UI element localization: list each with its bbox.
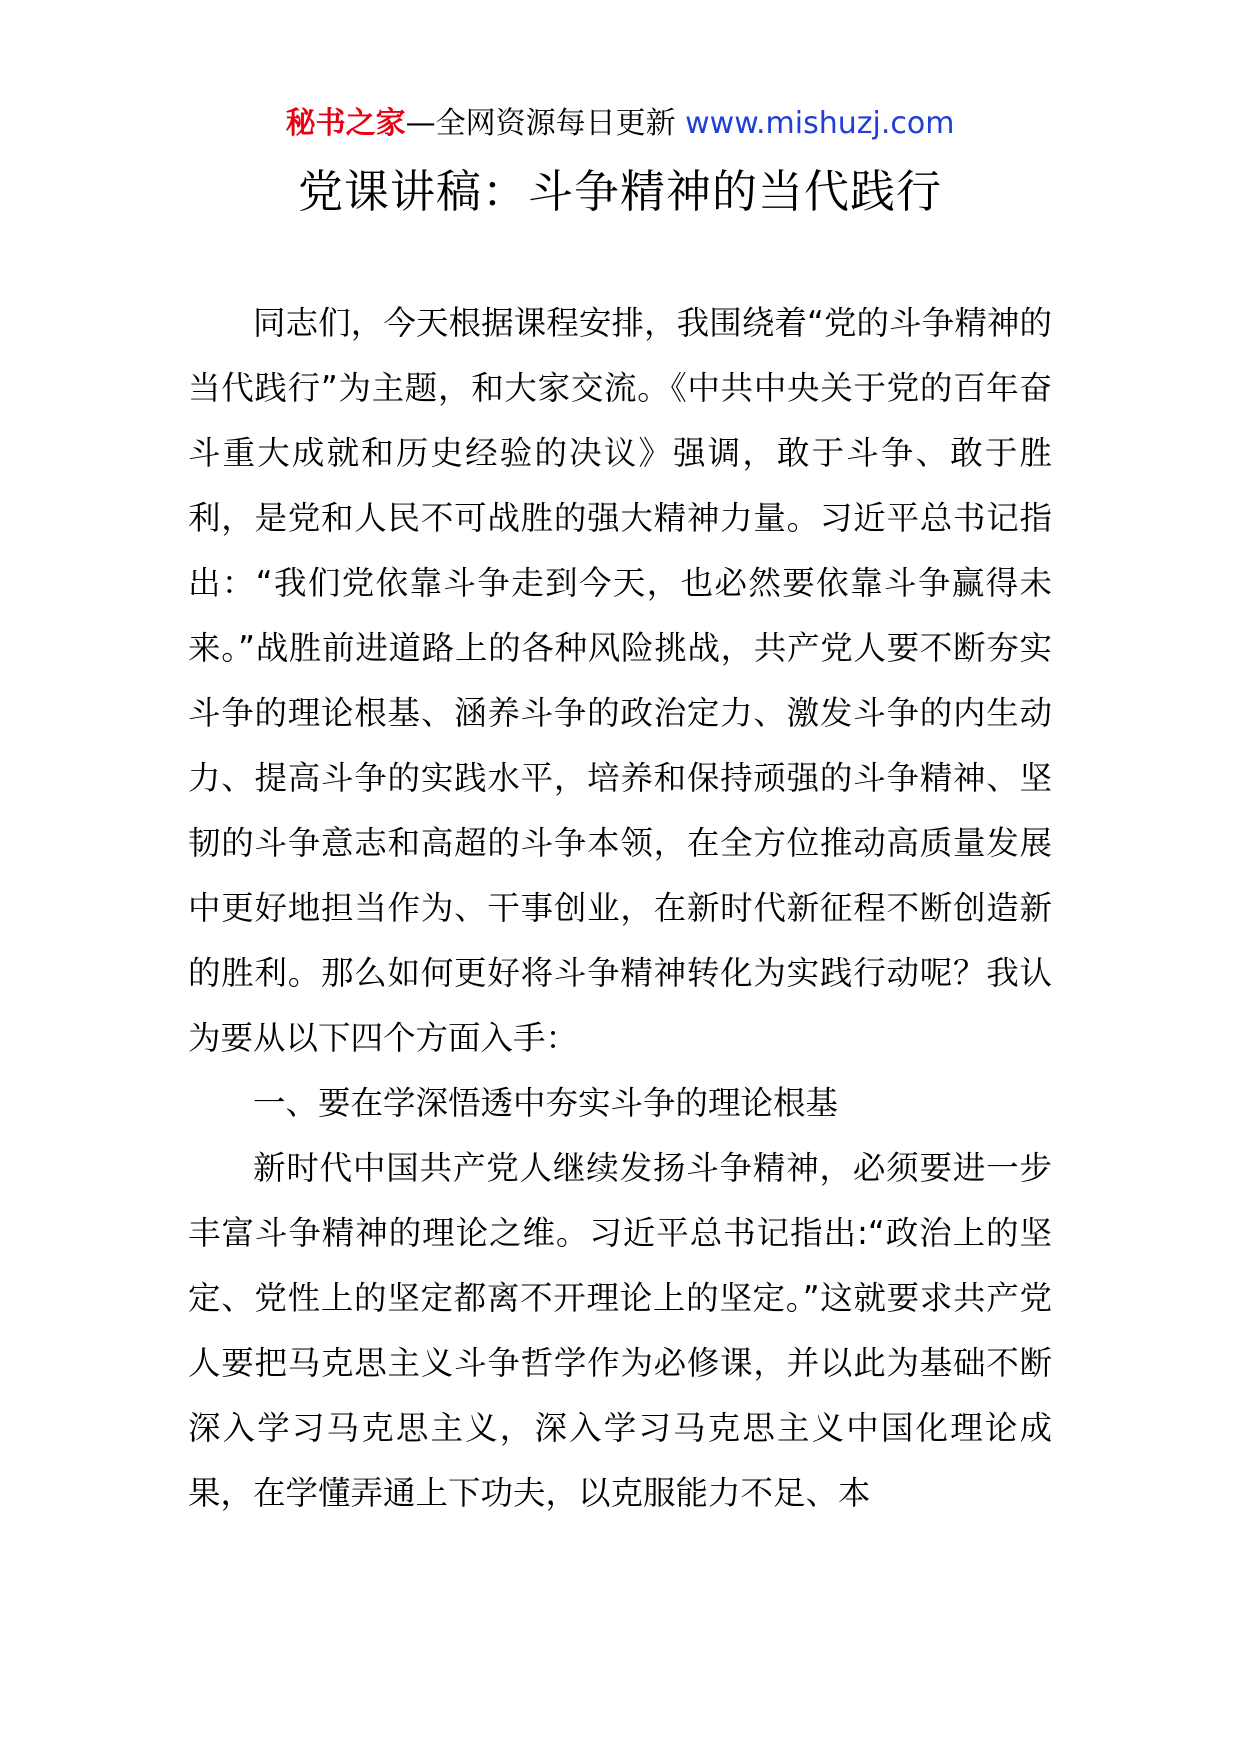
document-title: 党课讲稿：斗争精神的当代践行: [297, 165, 942, 218]
section-heading-1: 一、要在学深悟透中夯实斗争的理论根基: [253, 1084, 839, 1122]
document-body: [188, 291, 1052, 1526]
site-brand: 秘书之家: [285, 106, 406, 141]
intro-paragraph: 同志们，今天根据课程安排，我围绕着“党的斗争精神的当代践行”为主题，和大家交流。《中共中央关于党的百年奋斗重大成就和历史经验的决议》强调，敢于斗争、敢于胜利，是党和人民不可战胜的强大精神力量。习近平总书记指出：“我们党依靠斗争走到今天，也必然要依靠斗争赢得未来。”战胜前进道路上的各种风险挑战，共产党人要不断夯实斗争的理论根基、涵养斗争的政治定力、激发斗争的内生动力、提高斗争的实践水平，培养和保持顽强的斗争精神、坚韧的斗争意志和高超的斗争本领，在全方位推动高质量发展中更好地担当作为、干事创业，在新时代新征程不断创造新的胜利。那么如何更好将斗争精神转化为实践行动呢？我认为要从以下四个方面入手：: [188, 304, 1052, 1057]
section-1-paragraph: 新时代中国共产党人继续发扬斗争精神，必须要进一步丰富斗争精神的理论之维。习近平总书记指出:“政治上的坚定、党性上的坚定都离不开理论上的坚定。”这就要求共产党人要把马克思主义斗争哲学作为必修课，并以此为基础不断深入学习马克思主义，深入学习马克思主义中国化理论成果，在学懂弄通上下功夫，以克服能力不足、本: [188, 1149, 1052, 1512]
site-url-link[interactable]: www.mishuzj.com: [685, 106, 955, 141]
site-tagline: —全网资源每日更新: [405, 106, 686, 141]
site-header: [0, 100, 1240, 148]
